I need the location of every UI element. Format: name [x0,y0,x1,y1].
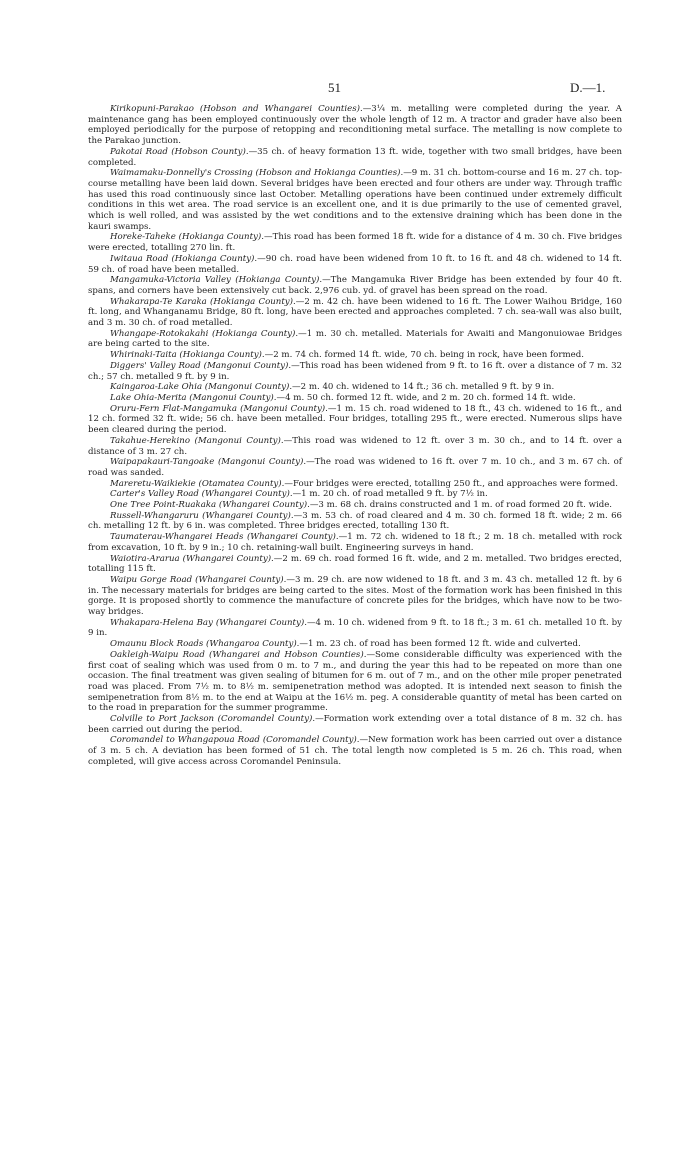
paragraph-body: —Four bridges were erected, totalling 250 ft., and approaches were formed. [284,478,619,489]
road-title: Taumaterau-Whangarei Heads (Whangarei County). [110,532,339,543]
paragraph-body: —4 m. 50 ch. formed 12 ft. wide, and 2 m. 20 ch. formed 14 ft. wide. [276,392,576,403]
paragraph [88,350,622,361]
road-title: Kirikopuni-Parakao (Hobson and Whangarei Counties). [110,104,363,114]
paragraph [88,254,622,275]
road-title: Kaingaroa-Lake Ohia (Mangonui County). [110,382,293,393]
paragraph [88,735,622,767]
road-title: Mangamuka-Victoria Valley (Hokianga County). [110,275,323,286]
paragraph [88,329,622,350]
document-code: D.—1. [570,80,606,95]
road-title: One Tree Point-Ruakaka (Whangarei County). [110,500,310,511]
paragraph-body: —This road has been formed 18 ft. wide for a distance of 4 m. 30 ch. Five bridges were erected, totalling 270 lin. ft. [88,232,622,254]
paragraph-body: —This road was widened to 12 ft. over 3 m. 30 ch., and to 14 ft. over a distance of 3 m. 27 ch. [88,435,623,457]
paragraph [88,275,622,296]
paragraph-body: —1 m. 15 ch. road widened to 18 ft., 43 ch. widened to 16 ft., and 12 ch. formed 32 ft. wide; 56 ch. have been metalled. Four bridges, totalling 295 ft., were erected. Numerous slips have been cleared during the period. [88,403,622,436]
paragraph [88,532,622,553]
road-title: Takahue-Herekino (Mangonui County). [110,435,284,446]
paragraph-body: —3 m. 53 ch. of road cleared and 4 m. 30 ch. formed 18 ft. wide; 2 m. 66 ch. metalling 12 ft. by 6 in. was completed. Three bridges erected, totalling 130 ft. [88,510,622,532]
paragraph-body: —1 m. 30 ch. metalled. Materials for Awaiti and Mangonuiowae Bridges are being carted to the site. [88,328,622,350]
paragraph-body: —3 m. 29 ch. are now widened to 18 ft. and 3 m. 43 ch. metalled 12 ft. by 6 in. The necessary materials for bridges are being carted to the sites. Most of the formation work has been finished in this gorge. It is proposed shortly to commence the manufacture of concrete piles for the bridges, which have now to be two-way bridges. [88,574,622,618]
road-title: Mareretu-Waikiekie (Otamatea County). [110,478,285,489]
paragraph-body: —2 m. 69 ch. road formed 16 ft. wide, and 2 m. metalled. Two bridges erected, totalling 115 ft. [88,553,622,575]
paragraph-body: —2 m. 74 ch. formed 14 ft. wide, 70 ch. being in rock, have been formed. [264,350,584,361]
paragraph-body: —3¼ m. metalling were completed during the year. A maintenance gang has been employed continuously over the whole length of 12 m. A tractor and grader have also been employed periodically for the purpose of retopping and reconditioning metal surface. The metalling is now complete to the Parakao junction. [88,104,622,147]
paragraph [88,500,622,511]
paragraph [88,479,622,490]
road-title: Diggers' Valley Road (Mangonui County). [110,360,292,371]
paragraph-body: —This road has been widened from 9 ft. to 16 ft. over a distance of 7 m. 32 ch.; 57 ch. metalled 9 ft. by 9 in. [88,360,623,382]
paragraph [88,382,622,393]
paragraph-body: —1 m. 20 ch. of road metalled 9 ft. by 7½ in. [292,489,488,500]
paragraph-body: —Some considerable difficulty was experienced with the first coat of sealing which was used from 0 m. to 7 m., and during the year this had to be repeated on more than one occasion. The final treatment was given sealing of bitumen for 6 m. out of 7 m., and on the other mile proper penetrated road was placed. From 7½ m. to 8½ m. semipenetration method was adopted. It is intended next season to finish the semipenetration from 8½ m. to the end at Waipu at the 16½ m. peg. A considerable quantity of metal has been carted on to the road in preparation for the summer programme. [88,649,623,714]
paragraph-body: —90 ch. road have been widened from 10 ft. to 16 ft. and 48 ch. widened to 14 ft. 59 ch. of road have been metalled. [88,253,623,275]
road-title: Omaunu Block Roads (Whangaroa County). [110,639,300,650]
paragraph-body: —The Mangamuka River Bridge has been extended by four 40 ft. spans, and corners have been extensively cut back. 2,976 cub. yd. of gravel has been spread on the road. [88,275,622,296]
paragraph [88,575,622,618]
road-title: Whakarapa-Te Karaka (Hokianga County). [110,296,296,307]
paragraph [88,361,622,382]
paragraph [88,436,622,457]
road-title: Coromandel to Whangapoua Road (Coromandel County). [110,735,360,746]
paragraph-body: —1 m. 23 ch. of road has been formed 12 ft. wide and culverted. [299,639,581,650]
paragraph [88,554,622,575]
road-title: Whirinaki-Taita (Hokianga County). [110,350,265,361]
paragraph-body: —4 m. 10 ch. widened from 9 ft. to 18 ft.; 3 m. 61 ch. metalled 10 ft. by 9 in. [88,617,622,639]
paragraph [88,489,622,500]
road-title: Horeke-Taheke (Hokianga County). [110,232,264,243]
road-title: Iwitaua Road (Hokianga County). [110,253,258,264]
road-title: Pakotai Road (Hobson County). [110,146,249,157]
paragraph-body: —2 m. 40 ch. widened to 14 ft.; 36 ch. metalled 9 ft. by 9 in. [292,382,555,393]
paragraph [88,714,622,735]
paragraph [88,147,622,168]
road-title: Oruru-Fern Flat-Mangamuka (Mangonui County). [110,403,328,414]
road-title: Lake Ohia-Merita (Mangonui County). [110,392,277,403]
paragraph-body: —New formation work has been carried out over a distance of 3 m. 5 ch. A deviation has been formed of 51 ch. The total length now completed is 5 m. 26 ch. This road, when completed, will give access across Coromandel Peninsula. [88,735,622,767]
paragraph-body: —35 ch. of heavy formation 13 ft. wide, together with two small bridges, have been completed. [88,146,623,168]
paragraph-body: —Formation work extending over a total distance of 8 m. 32 ch. has been carried out during the period. [88,714,622,735]
paragraph-body: —2 m. 42 ch. have been widened to 16 ft. The Lower Waihou Bridge, 160 ft. long, and Whanganamu Bridge, 80 ft. long, have been erected and approaches completed. 7 ch. sea-wall was also built, and 3 m. 30 ch. of road metalled. [88,296,622,329]
paragraph [88,393,622,404]
road-title: Waipapakauri-Tangoake (Mangonui County). [110,457,307,468]
road-title: Waiotira-Ararua (Whangarei County). [110,553,274,564]
paragraph-body: —1 m. 72 ch. widened to 18 ft.; 2 m. 18 ch. metalled with rock from excavation, 10 ft. by 9 in.; 10 ch. retaining-wall built. Engineering surveys in hand. [88,532,622,553]
paragraph [88,232,622,253]
paragraph [88,511,622,532]
road-title: Whangape-Rotokakahi (Hokianga County). [110,328,299,339]
document-body [88,104,622,768]
paragraph [88,168,622,232]
paragraph-body: —9 m. 31 ch. bottom-course and 16 m. 27 ch. top-course metalling have been laid down. Several bridges have been erected and four others are under way. Through traffic has used this road continuously since last October. Metalling operations have been continued under extremely difficult conditions in this wet area. The road service is an excellent one, and it is due primarily to the use of cemented gravel, which is well rolled, and was assisted by the wet conditions and to the extensive draining which has been done in the kauri swamps. [88,168,622,232]
road-title: Russell-Whangaruru (Whangarei County). [110,510,294,521]
paragraph [88,639,622,650]
paragraph [88,104,622,147]
road-title: Oakleigh-Waipu Road (Whangarei and Hobson Counties). [110,649,367,660]
page-number: 51 [328,80,341,95]
road-title: Waimamaku-Donnelly's Crossing (Hobson and Hokianga Counties). [110,168,404,179]
paragraph [88,650,622,714]
paragraph [88,404,622,436]
paragraph [88,457,622,478]
paragraph [88,297,622,329]
road-title: Whakapara-Helena Bay (Whangarei County). [110,617,307,628]
road-title: Carter's Valley Road (Whangarei County). [110,489,293,500]
road-title: Colville to Port Jackson (Coromandel County). [110,714,316,725]
paragraph-body: —3 m. 68 ch. drains constructed and 1 m. of road formed 20 ft. wide. [309,500,613,511]
road-title: Waipu Gorge Road (Whangarei County). [110,574,287,585]
paragraph [88,618,622,639]
paragraph-body: —The road was widened to 16 ft. over 7 m. 10 ch., and 3 m. 67 ch. of road was sanded. [88,457,622,478]
